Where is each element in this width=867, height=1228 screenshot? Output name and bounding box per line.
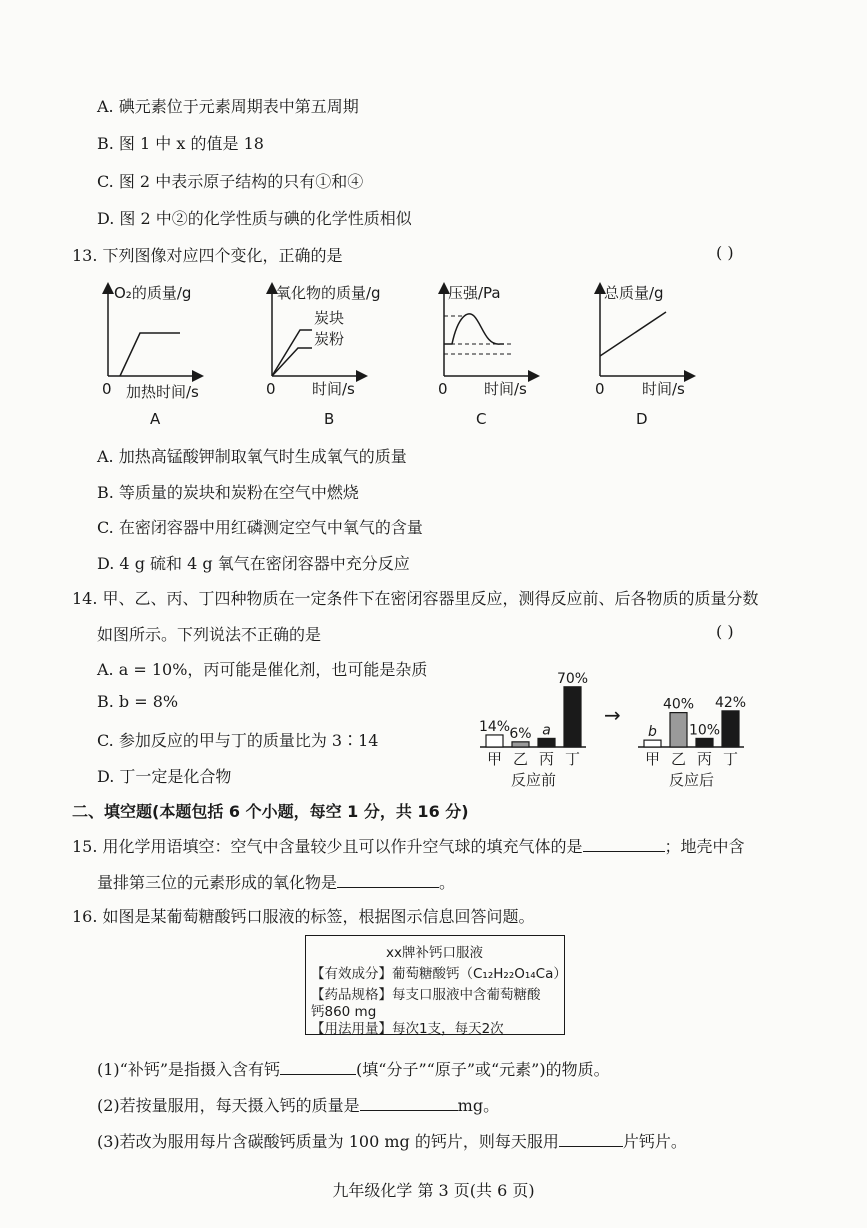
chart-after-bar — [696, 738, 713, 747]
q16-blank-1[interactable] — [280, 1060, 356, 1075]
q13-option-d: D. 4 g 硫和 4 g 氧气在密闭容器中充分反应 — [97, 554, 410, 573]
chart-after-data-label: b — [648, 724, 657, 741]
graph-d — [595, 284, 690, 428]
chart-after-bar — [670, 713, 687, 747]
q14-bar-charts — [474, 650, 764, 796]
graph-c-ylabel: 压强/Pa — [448, 284, 501, 302]
chart-after-bar — [722, 711, 739, 747]
graph-d-ylabel: 总质量/g — [604, 284, 664, 302]
chart-after-data-label: 40% — [662, 696, 695, 713]
section2-title: 二、填空题(本题包括 6 个小题，每空 1 分，共 16 分) — [72, 802, 469, 821]
chart-before-bar — [486, 735, 503, 747]
page-footer: 九年级化学 第 3 页(共 6 页) — [332, 1181, 535, 1200]
q15-line1-text-a: 15. 用化学用语填空：空气中含量较少且可以作升空气球的填充气体的是 — [72, 837, 583, 856]
q16-sub1-text-b: (填“分子”“原子”或“元素”)的物质。 — [356, 1060, 610, 1079]
q13-option-b: B. 等质量的炭块和炭粉在空气中燃烧 — [97, 483, 359, 502]
q14-option-d: D. 丁一定是化合物 — [97, 767, 232, 786]
graph-b-line2-label: 炭粉 — [314, 330, 345, 348]
q16-sub3-text-a: (3)若改为服用每片含碳酸钙质量为 100 mg 的钙片，则每天服用 — [97, 1132, 559, 1151]
medicine-label — [305, 935, 565, 1035]
medicine-label-row4: 【用法用量】每次1支，每天2次 — [311, 1021, 504, 1037]
q13-graphs — [90, 276, 730, 428]
chart-after-data-label: 42% — [714, 694, 747, 711]
chart-after-title: 反应后 — [668, 771, 715, 789]
graph-b-line1-label: 炭块 — [314, 309, 345, 327]
medicine-label-row3: 钙860 mg — [311, 1004, 377, 1020]
q15-blank-1[interactable] — [583, 837, 665, 852]
graph-d-xlabel: 时间/s — [642, 380, 685, 398]
medicine-label-title: xx牌补钙口服液 — [386, 945, 483, 961]
graph-a — [102, 284, 199, 428]
graph-c — [438, 284, 534, 428]
q16-sub3-text-b: 片钙片。 — [622, 1132, 687, 1151]
chart-after-category-label: 丁 — [722, 750, 739, 768]
chart-before-category-label: 乙 — [512, 750, 529, 768]
chart-before-category-label: 丙 — [538, 750, 555, 768]
graph-b-curve-powder — [272, 348, 312, 376]
graph-d-caption: D — [636, 410, 648, 428]
q16-sub2-text-a: (2)若按量服用，每天摄入钙的质量是 — [97, 1096, 360, 1115]
q16-blank-3[interactable] — [559, 1132, 623, 1147]
chart-before-category-label: 丁 — [564, 750, 581, 768]
q12-option-a: A. 碘元素位于元素周期表中第五周期 — [97, 97, 359, 116]
graph-c-curve — [444, 314, 504, 344]
q13-stem: 13. 下列图像对应四个变化，正确的是 — [72, 246, 343, 265]
q15-line2 — [97, 870, 455, 893]
graph-c-origin: 0 — [438, 380, 448, 398]
graph-a-xlabel: 加热时间/s — [126, 383, 199, 401]
graph-d-curve — [600, 312, 666, 356]
q16-sub1-text-a: (1)“补钙”是指摄入含有钙 — [97, 1060, 281, 1079]
graph-a-ylabel: O₂的质量/g — [114, 284, 192, 302]
chart-before-data-label: 70% — [556, 670, 589, 687]
chart-before-category-label: 甲 — [486, 750, 503, 768]
q15-line2-text-a: 量排第三位的元素形成的氧化物是 — [97, 873, 338, 892]
chart-before-data-label: a — [542, 722, 551, 739]
graph-c-caption: C — [476, 410, 487, 428]
q14-stem-line1: 14. 甲、乙、丙、丁四种物质在一定条件下在密闭容器里反应，测得反应前、后各物质的质量分数 — [72, 589, 759, 608]
chart-arrow: → — [604, 703, 621, 727]
q16-stem: 16. 如图是某葡萄糖酸钙口服液的标签，根据图示信息回答问题。 — [72, 907, 535, 926]
graph-d-origin: 0 — [595, 380, 605, 398]
chart-after-category-label: 甲 — [644, 750, 661, 768]
graph-b-caption: B — [324, 410, 335, 428]
graph-a-origin: 0 — [102, 380, 112, 398]
chart-after-data-label: 10% — [688, 722, 721, 739]
q15-blank-2[interactable] — [337, 873, 439, 888]
chart-before-bar — [564, 687, 581, 747]
graph-a-caption: A — [150, 410, 161, 428]
medicine-label-row1: 【有效成分】葡萄糖酸钙（C₁₂H₂₂O₁₄Ca） — [311, 966, 567, 982]
q15-line1-text-b: ；地壳中含 — [664, 837, 745, 856]
q16-sub2 — [97, 1093, 499, 1116]
q13-answer-paren: ( ) — [716, 243, 734, 262]
chart-after-category-label: 丙 — [696, 750, 713, 768]
q16-sub3 — [97, 1129, 687, 1152]
q15-line1 — [72, 834, 745, 857]
chart-after-bar — [644, 740, 661, 747]
q16-sub1 — [97, 1057, 610, 1080]
chart-before-title: 反应前 — [510, 771, 557, 789]
graph-b — [266, 284, 381, 428]
chart-after-category-label: 乙 — [670, 750, 687, 768]
q14-option-c: C. 参加反应的甲与丁的质量比为 3∶14 — [97, 731, 379, 750]
graph-b-ylabel: 氧化物的质量/g — [276, 284, 381, 302]
graph-a-curve — [120, 333, 180, 376]
q14-option-b: B. b = 8% — [97, 692, 179, 711]
chart-before-data-label: 14% — [478, 718, 511, 735]
q16-blank-2[interactable] — [360, 1096, 458, 1111]
medicine-label-row2: 【药品规格】每支口服液中含葡萄糖酸 — [311, 987, 541, 1003]
q14-answer-paren: ( ) — [716, 622, 734, 641]
q13-option-a: A. 加热高锰酸钾制取氧气时生成氧气的质量 — [97, 447, 407, 466]
q12-option-d: D. 图 2 中②的化学性质与碘的化学性质相似 — [97, 209, 412, 228]
chart-before-bar — [538, 738, 555, 747]
q12-option-b: B. 图 1 中 x 的值是 18 — [97, 134, 264, 153]
q14-option-a: A. a = 10%，丙可能是催化剂，也可能是杂质 — [97, 660, 428, 679]
graph-c-xlabel: 时间/s — [484, 380, 527, 398]
q13-option-c: C. 在密闭容器中用红磷测定空气中氧气的含量 — [97, 518, 423, 537]
chart-before-data-label: 6% — [509, 725, 532, 742]
graph-b-origin: 0 — [266, 380, 276, 398]
q15-line2-text-b: 。 — [439, 873, 456, 892]
chart-before-bar — [512, 742, 529, 747]
q12-option-c: C. 图 2 中表示原子结构的只有①和④ — [97, 172, 364, 191]
q14-stem-line2: 如图所示。下列说法不正确的是 — [97, 625, 322, 644]
graph-b-xlabel: 时间/s — [312, 380, 355, 398]
q16-sub2-text-b: mg。 — [457, 1096, 500, 1115]
